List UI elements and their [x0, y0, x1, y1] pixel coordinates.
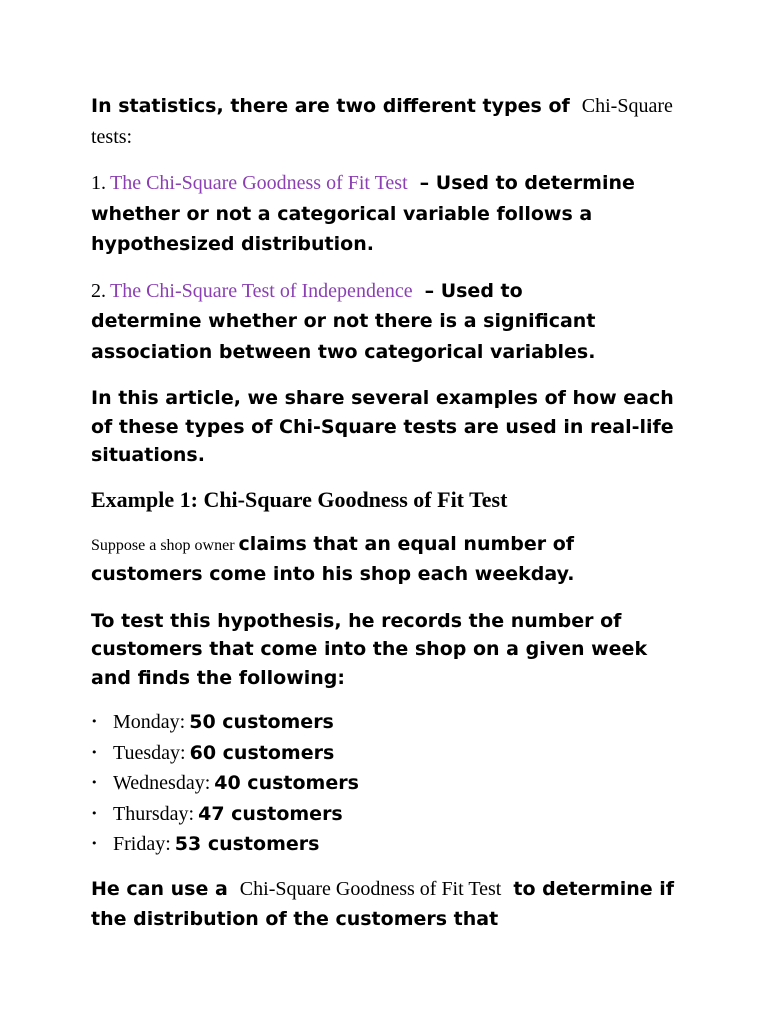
claim-bold-text: claims that an equal number of customers come into his shop each weekday. [91, 532, 575, 585]
intro-serif-text: Chi-Square tests: [91, 95, 673, 148]
goodness-of-fit-link[interactable]: The Chi-Square Goodness of Fit Test [110, 172, 408, 194]
intro-bold-text: In statistics, there are two different types of [91, 95, 570, 117]
item-number: 2. [91, 279, 106, 302]
item-description: – Used to determine whether or not a categorical variable follows a hypothesized distribution. [91, 172, 635, 255]
article-paragraph: In this article, we share several examples of how each of these types of Chi-Square tests are used in real-life situations. [91, 387, 674, 466]
day-label: Friday: [113, 833, 171, 855]
closing-paragraph [91, 875, 691, 936]
bullet-icon: • [91, 776, 98, 789]
claim-serif-text: Suppose a shop owner [91, 536, 235, 554]
day-label: Monday: [113, 711, 186, 733]
bullet-icon: • [91, 715, 98, 728]
item-description-line1: – Used to [424, 279, 523, 302]
list-item [91, 830, 691, 861]
customer-count: 40 customers [214, 772, 359, 794]
intro-paragraph [91, 92, 691, 153]
list-item [91, 800, 691, 831]
closing-serif-text: Chi-Square Goodness of Fit Test [239, 877, 502, 900]
bullet-icon: • [91, 806, 98, 820]
document-page [91, 92, 691, 952]
customer-count-list [91, 708, 691, 861]
bullet-icon: • [91, 745, 98, 759]
example-heading: Example 1: Chi-Square Goodness of Fit Test [91, 486, 508, 512]
test-paragraph: To test this hypothesis, he records the number of customers that come into the shop on a given week and finds the following: [91, 609, 648, 689]
claim-paragraph [91, 530, 691, 591]
list-item-goodness-of-fit [91, 169, 691, 261]
independence-test-link[interactable]: The Chi-Square Test of Independence [110, 279, 413, 302]
closing-bold-text-1: He can use a [91, 877, 228, 900]
list-item [91, 708, 691, 739]
bullet-icon: • [91, 837, 98, 850]
day-label: Wednesday: [113, 772, 211, 794]
list-item [91, 769, 691, 800]
day-label: Tuesday: [113, 741, 186, 764]
customer-count: 50 customers [189, 711, 334, 733]
customer-count: 53 customers [174, 833, 320, 855]
customer-count: 47 customers [198, 802, 343, 825]
list-item-independence [91, 277, 691, 369]
customer-count: 60 customers [189, 741, 335, 764]
day-label: Thursday: [113, 802, 195, 825]
item-number: 1. [91, 172, 106, 194]
closing-bold-text-2: to determine if the distribution of the customers that [91, 877, 675, 930]
list-item [91, 739, 691, 770]
item-description-rest: determine whether or not there is a significant association between two categorical variables. [91, 310, 596, 363]
